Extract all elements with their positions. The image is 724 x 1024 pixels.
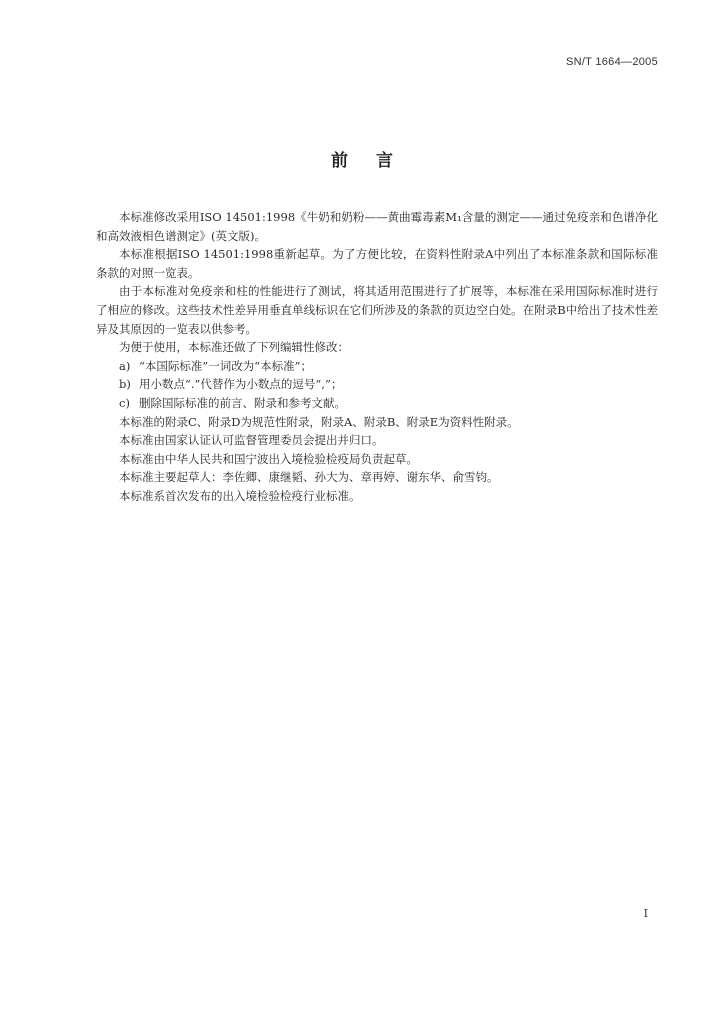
- list-text: 用小数点“.”代替作为小数点的逗号“,”；: [139, 377, 343, 392]
- paragraph-drafter-org: 本标准由中华人民共和国宁波出入境检验检疫局负责起草。: [119, 451, 418, 466]
- paragraph-drafting-basis: 本标准根据ISO 14501:1998重新起草。为了方便比较，在资料性附录A中列出了本标准条款和国际标准条款的对照一览表。: [96, 247, 658, 280]
- list-text: 删除国际标准的前言、附录和参考文献。: [139, 395, 346, 410]
- list-marker: a): [119, 358, 131, 373]
- paragraph-technical-differences: 由于本标准对免疫亲和柱的性能进行了测试，将其适用范围进行了扩展等，本标准在采用国际标准时进行了相应的修改。这些技术性差异用垂直单线标识在它们所涉及的条款的页边空白处。在附录B中给出了技术性差异及其原因的一览表以供参考。: [96, 284, 658, 336]
- list-text: “本国际标准”一词改为“本标准”；: [139, 358, 313, 373]
- paragraph-proposer: 本标准由国家认证认可监督管理委员会提出并归口。: [119, 433, 384, 448]
- list-item: [96, 375, 658, 394]
- paragraph-first-release: 本标准系首次发布的出入境检验检疫行业标准。: [119, 488, 361, 503]
- list-marker: c): [119, 395, 130, 410]
- paragraph-drafters: 本标准主要起草人：李佐卿、康继韬、孙大为、章再婷、谢东华、俞雪钧。: [119, 470, 499, 485]
- foreword-body: [96, 208, 658, 506]
- paragraph-adoption: 本标准修改采用ISO 14501:1998《牛奶和奶粉——黄曲霉毒素M₁含量的测定——通过免疫亲和色谱净化和高效液相色谱测定》(英文版)。: [96, 210, 658, 243]
- list-item: [96, 394, 658, 413]
- page-number: I: [643, 907, 648, 920]
- page-title: 前言: [331, 151, 421, 171]
- list-marker: b): [119, 377, 131, 392]
- paragraph-editorial-intro: 为便于使用，本标准还做了下列编辑性修改：: [119, 340, 349, 355]
- list-item: [96, 357, 658, 376]
- paragraph-annexes: 本标准的附录C、附录D为规范性附录，附录A、附录B、附录E为资料性附录。: [119, 414, 519, 429]
- standard-code: SN/T 1664—2005: [565, 56, 658, 68]
